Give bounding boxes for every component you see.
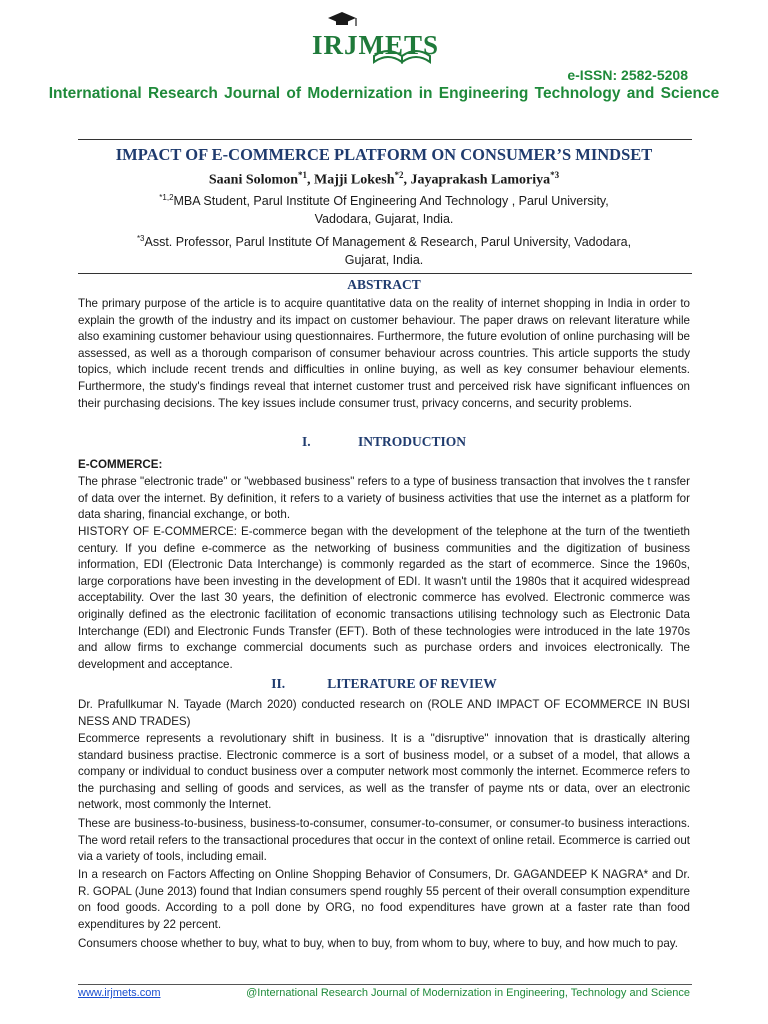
journal-name: International Research Journal of Modernization in Engineering Technology and Science bbox=[48, 85, 720, 102]
author-name: Majji Lokesh bbox=[313, 172, 395, 188]
paper-title: IMPACT OF E-COMMERCE PLATFORM ON CONSUMER’S MINDSET bbox=[115, 145, 653, 164]
journal-website-link[interactable]: www.irjmets.com bbox=[78, 987, 161, 999]
section-heading-introduction: I. INTRODUCTION bbox=[301, 434, 466, 449]
author-name: Jayaprakash Lamoriya bbox=[410, 172, 551, 188]
abstract-text: The primary purpose of the article is to acquire quantitative data on the reality of internet shopping in India in order to explain the growth of the industry and its impact on customer behaviour. The paper draws on relevant literature while also examining customer behaviour using questionnaires. Furthermore, the future evolution of online purchasing will be assessed, as well as a thorough comparison of consumer behaviour across countries. This article supports the study topics, which include recent trends and difficulties in online buying, as well as key consumer behaviour elements. Furthermore, the study's findings reveal that internet customer trust and perceived risk have significant influences on their purchasing decisions. The key issues include consumer trust, privacy concerns, and security problems. bbox=[78, 297, 690, 410]
affiliation-1: $^{*1,2}$MBA Student, Parul Institute Of Engineering And Technology , Parul University, bbox=[159, 193, 609, 209]
affiliation-2-line2: Gujarat, India. bbox=[344, 253, 424, 267]
affiliation-2: $^{*3}$Asst. Professor, Parul Institute Of Management & Research, Parul University, Vadodara, bbox=[136, 234, 632, 250]
logo-wordmark: IRJMETS bbox=[312, 30, 440, 60]
subheading-ecommerce: E-COMMERCE: bbox=[78, 458, 163, 471]
title-divider bbox=[78, 273, 692, 274]
literature-paragraph-1: Dr. Prafullkumar N. Tayade (March 2020) conducted research on (ROLE AND IMPACT OF ECOMMERCE IN BUSI NESS AND TRADES) bbox=[78, 698, 690, 728]
literature-paragraph-3: These are business-to-business, business-to-consumer, consumer-to-consumer, or consumer-to business interactions. The word retail refers to the transactional procedures that occur in the context of online retail. Ecommerce is carried out via a variety of tools, including email. bbox=[78, 817, 690, 864]
literature-paragraph-4: In a research on Factors Affecting on Online Shopping Behavior of Consumers, Dr. GAGANDEEP K NAGRA* and Dr. R. GOPAL (June 2013) found that Indian consumers spend roughly 55 percent of their overall consumption expenditure on food goods. According to a poll done by ORG, no food expenditures have grown at a faster rate than food expenditures by 22 percent. bbox=[78, 868, 690, 931]
literature-paragraph-2: Ecommerce represents a revolutionary shift in business. It is a "disruptive" innovation that is drastically altering standard business practise. Electronic commerce is a sort of business model, or a subset of a model, that allows a company or individual to conduct business over a computer network most commonly the internet. Ecommerce refers to the purchasing and selling of goods and services, as well as the transfer of payme nts or data, over an electronic network, most commonly the Internet. bbox=[78, 732, 690, 812]
issn-label: e-ISSN: 2582-5208 bbox=[567, 67, 688, 83]
intro-paragraph-2: HISTORY OF E-COMMERCE: E-commerce began with the development of the telephone at the turn of the twentieth century. If you define e-commerce as the networking of business communities and the digitization of business information, EDI (Electronic Data Interchange) is commonly regarded as the start of ecommerce. Since the 1960s, large corporations have been investing in the development of EDI. It wasn't until the 1980s that it acquired widespread acceptability. Over the last 30 years, the definition of electronic commerce has evolved. Electronic commerce was originally defined as the electronic facilitation of economic transactions utilising technology such as Electronic Data Interchange (EDI) and Electronic Funds Transfer (EFT). Both of these technologies were introduced in the late 1970s and allow firms to exchange commercial documents such as purchase orders and invoices electronically. The development and acceptance. bbox=[78, 525, 690, 671]
author-list: Saani Solomon$^{*1}$, Majji Lokesh$^{*2}$, Jayaprakash Lamoriya$^{*3}$ bbox=[208, 170, 560, 188]
affiliation-1-line2: Vadodara, Gujarat, India. bbox=[314, 212, 454, 226]
literature-paragraph-5: Consumers choose whether to buy, what to buy, when to buy, from whom to buy, where to buy, and how much to pay. bbox=[78, 937, 678, 950]
footer-copyright: @International Research Journal of Modernization in Engineering, Technology and Science bbox=[246, 987, 690, 999]
abstract-heading: ABSTRACT bbox=[347, 277, 421, 292]
header-divider bbox=[78, 139, 692, 140]
author-name: Saani Solomon bbox=[208, 172, 298, 188]
journal-logo bbox=[312, 12, 462, 64]
intro-paragraph-1: The phrase "electronic trade" or "webbased business" refers to a type of business transaction that involves the t ransfer of data over the internet. By definition, it refers to a variety of business activities that use the internet as a platform for data sharing, financial exchange, or both. bbox=[78, 475, 690, 522]
section-heading-literature: II. LITERATURE OF REVIEW bbox=[271, 676, 497, 691]
footer-divider bbox=[78, 984, 692, 985]
